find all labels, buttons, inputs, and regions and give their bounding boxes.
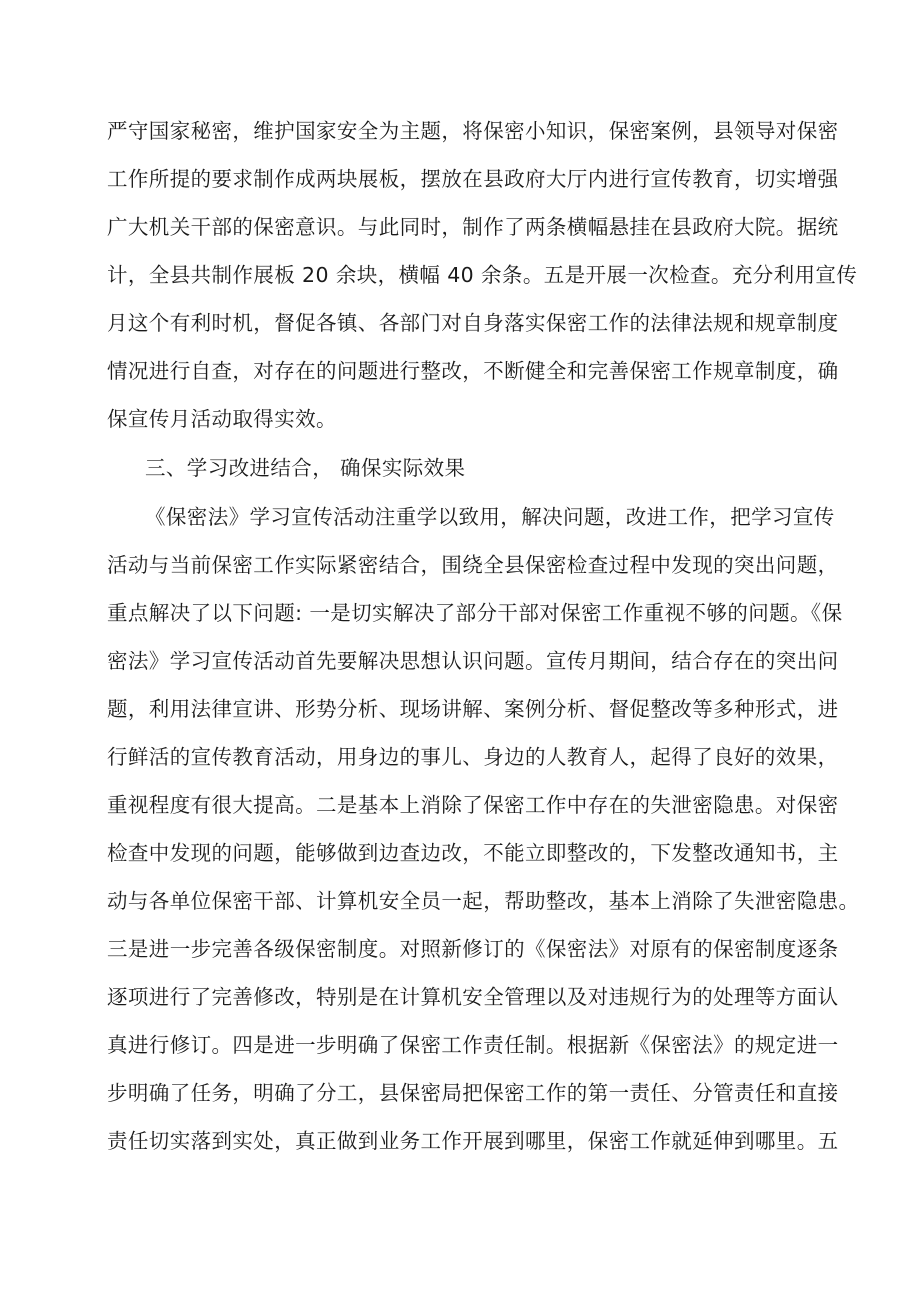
paragraph-2-line-7: 重视程度有很大提高。二是基本上消除了保密工作中存在的失泄密隐患。对保密 [107,793,839,817]
paragraph-2-line-6: 行鲜活的宣传教育活动，用身边的事儿、身边的人教育人，起得了良好的效果， [107,745,839,769]
paragraph-2-line-3: 重点解决了以下问题: 一是切实解决了部分干部对保密工作重视不够的问题。《保 [107,601,843,625]
paragraph-1-line-5: 月这个有利时机，督促各镇、各部门对自身落实保密工作的法律法规和规章制度 [107,311,839,335]
paragraph-1-line-7: 保宣传月活动取得实效。 [107,407,337,431]
paragraph-2-line-5: 题，利用法律宣讲、形势分析、现场讲解、案例分析、督促整改等多种形式，进 [107,697,839,721]
paragraph-2-line-9: 动与各单位保密干部、计算机安全员一起，帮助整改，基本上消除了失泄密隐患。 [107,889,860,913]
paragraph-1-line-6: 情况进行自查，对存在的问题进行整改，不断健全和完善保密工作规章制度，确 [107,359,839,383]
paragraph-2-line-2: 活动与当前保密工作实际紧密结合，围绕全县保密检查过程中发现的突出问题， [107,553,839,577]
paragraph-1-line-1: 严守国家秘密，维护国家安全为主题，将保密小知识，保密案例，县领导对保密 [107,119,839,143]
paragraph-2-line-14: 责任切实落到实处，真正做到业务工作开展到哪里，保密工作就延伸到哪里。五 [107,1129,839,1153]
section-heading: 三、学习改进结合， 确保实际效果 [145,456,466,480]
paragraph-1-line-4: 计，全县共制作展板 20 余块，横幅 40 余条。五是开展一次检查。充分利用宣传 [107,263,858,287]
paragraph-1-line-3: 广大机关干部的保密意识。与此同时，制作了两条横幅悬挂在县政府大院。据统 [107,215,839,239]
paragraph-2-line-10: 三是进一步完善各级保密制度。对照新修订的《保密法》对原有的保密制度逐条 [107,937,839,961]
paragraph-2-line-11: 逐项进行了完善修改，特别是在计算机安全管理以及对违规行为的处理等方面认 [107,985,839,1009]
paragraph-1-line-2: 工作所提的要求制作成两块展板，摆放在县政府大厅内进行宣传教育，切实增强 [107,167,839,191]
paragraph-2-line-13: 步明确了任务，明确了分工，县保密局把保密工作的第一责任、分管责任和直接 [107,1081,839,1105]
paragraph-2-line-12: 真进行修订。四是进一步明确了保密工作责任制。根据新《保密法》的规定进一 [107,1033,839,1057]
paragraph-2-line-4: 密法》学习宣传活动首先要解决思想认识问题。宣传月期间，结合存在的突出问 [107,649,839,673]
paragraph-2-line-1: 《保密法》学习宣传活动注重学以致用，解决问题，改进工作，把学习宣传 [145,505,835,529]
paragraph-2-line-8: 检查中发现的问题，能够做到边查边改，不能立即整改的，下发整改通知书，主 [107,841,839,865]
